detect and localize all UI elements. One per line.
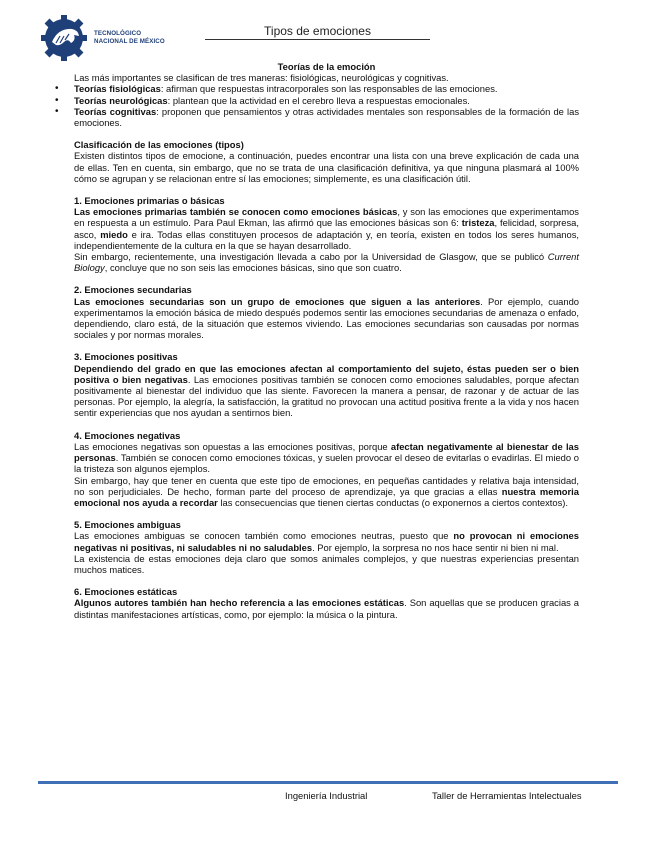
- list-item: [74, 106, 579, 128]
- document-title: Tipos de emociones: [205, 24, 430, 40]
- section-5-paragraph-1: [74, 530, 579, 552]
- text-run: e ira. Todas ellas constituyen procesos de adaptación y, en teoría, existen en todos los seres humanos, independientemente de la cultura en la que se hayan desarrollado.: [74, 228, 580, 251]
- text-run: Las emociones ambiguas se conocen también como emociones neutras, puesto que: [74, 530, 454, 542]
- section-1-paragraph-1: [74, 206, 579, 251]
- theory-text: : afirman que respuestas intracorporales son las responsables de las emociones.: [160, 83, 498, 95]
- emphasis: Las emociones primarias también se conocen como emociones básicas: [74, 206, 398, 218]
- section-4-title: 4. Emociones negativas: [74, 429, 181, 441]
- text-run: Sin embargo, hay que tener en cuenta que este tipo de emociones, en pequeñas cantidades y relativa baja intensidad, no son perjudiciales. De hecho, forman parte del proceso de aprendizaje, ya que gracias a ellas: [74, 474, 579, 497]
- theory-term: Teorías neurológicas: [74, 94, 168, 106]
- footer-career: Ingeniería Industrial: [285, 790, 368, 801]
- logo-line-2: NACIONAL DE MÉXICO: [94, 38, 165, 45]
- section-2-title: 2. Emociones secundarias: [74, 284, 192, 296]
- section-5-paragraph-2: La existencia de estas emociones deja claro que somos animales complejos, y que nuestras experiencias presentan muchos matices.: [74, 552, 579, 575]
- text-run: , y son las emociones que experimentamos en respuesta a un estímulo. Para Paul Ekman, las afirmó que las emociones básicas son 6:: [74, 206, 579, 229]
- section-3-title: 3. Emociones positivas: [74, 351, 178, 363]
- footer-course: Taller de Herramientas Intelectuales: [432, 790, 582, 801]
- emphasis: afectan negativamente al bienestar de las personas: [74, 440, 579, 464]
- classification-title: Clasificación de las emociones (tipos): [74, 139, 244, 151]
- list-item: [74, 95, 579, 106]
- gear-eagle-icon: [38, 12, 90, 64]
- text-run: . También se conocen como emociones tóxicas, y suelen provocar el deseo de evitarlas o evadirlas. El miedo o la tristeza son algunos ejemplos.: [74, 452, 579, 475]
- theories-list: [74, 83, 579, 128]
- logo-wordmark: [94, 30, 165, 46]
- emphasis: tristeza: [461, 217, 495, 229]
- document-body: [74, 61, 579, 620]
- text-run: . Por ejemplo, cuando experimentamos la emoción básica de miedo después podemos sentir las emociones secundarias de amenaza o enfado, dependiendo, claro está, de la situación que estemos viviendo. Las emociones secundarias son causadas por normas sociales y por normas morales.: [74, 295, 580, 341]
- section-1-paragraph-2: [74, 251, 579, 273]
- text-run: Las emociones negativas son opuestas a las emociones positivas, porque: [74, 440, 391, 452]
- emphasis: miedo: [100, 228, 128, 240]
- section-6-title: 6. Emociones estáticas: [74, 586, 178, 598]
- emphasis: Las emociones secundarias son un grupo de emociones que siguen a las anteriores: [74, 295, 481, 307]
- emphasis: Algunos autores también han hecho referencia a las emociones estáticas: [74, 597, 405, 609]
- theory-term: Teorías fisiológicas: [74, 83, 161, 95]
- text-run: , concluye que no son seis las emociones básicas, sino que son cuatro.: [104, 262, 402, 274]
- emphasis: Dependiendo del grado en que las emociones afectan al comportamiento del sujeto, éstas pueden ser o bien positiva o bien negativas: [74, 362, 579, 385]
- section-1-title: 1. Emociones primarias o básicas: [74, 195, 225, 207]
- theory-term: Teorías cognitivas: [74, 105, 157, 117]
- logo-line-1: TECNOLÓGICO: [94, 30, 142, 37]
- section-2-paragraph: [74, 296, 579, 341]
- section-6-paragraph: [74, 597, 579, 619]
- journal-name: Current Biology: [74, 251, 579, 274]
- section-3-paragraph: [74, 363, 579, 419]
- tecnm-logo: [38, 12, 176, 64]
- theories-title: Teorías de la emoción: [277, 61, 376, 72]
- classification-text: Existen distintos tipos de emocione, a continuación, puedes encontrar una lista con una breve explicación de cada una de ellas. Ten en cuenta, sin embargo, que no se trata de una clasificación definitiva, ya que ninguna plasmará al 100% cómo se agrupan y se relacionan entre sí las emociones; simplemente, es una clasificación útil.: [74, 150, 579, 184]
- list-item: [74, 83, 579, 94]
- theory-text: : plantean que la actividad en el cerebro lleva a respuestas emocionales.: [167, 94, 470, 106]
- text-run: las consecuencias que tienen ciertas conductas (o exponernos a ciertos contextos).: [217, 496, 569, 508]
- section-5-title: 5. Emociones ambiguas: [74, 519, 181, 531]
- text-run: . Son aquellas que se producen gracias a distintas manifestaciones artísticas, como, por ejemplo: la música o la pintura.: [74, 597, 579, 620]
- text-run: . Las emociones positivas también se conocen como emociones saludables, porque afectan positivamente al bienestar del individuo que las siente. Favorecen la manera a pensar, de razonar y de actuar de las personas. Por ejemplo, la alegría, la satisfacción, la gratitud no provocan una actitud positiva frente a la vida y nos hacen sentir experiencias que nos ayudan a sentirnos bien.: [74, 373, 579, 419]
- theory-text: : proponen que pensamientos y otras actividades mentales son responsables de la formación de las emociones.: [74, 105, 580, 129]
- emphasis: nuestra memoria emocional nos ayuda a recordar: [74, 485, 579, 508]
- theories-lead: Las más importantes se clasifican de tres maneras: fisiológicas, neurológicas y cognitivas.: [74, 72, 449, 84]
- section-4-paragraph-1: [74, 441, 579, 475]
- text-run: , felicidad, sorpresa, asco,: [74, 217, 579, 240]
- text-run: Sin embargo, recientemente, una investigación llevada a cabo por la Universidad de Glasgow, que se publicó: [74, 251, 548, 263]
- section-4-paragraph-2: [74, 475, 579, 509]
- footer-divider: [38, 781, 618, 784]
- emphasis: no provocan ni emociones negativas ni positivas, ni saludables ni no saludables: [74, 530, 579, 553]
- text-run: . Por ejemplo, la sorpresa no nos hace sentir ni bien ni mal.: [312, 541, 559, 553]
